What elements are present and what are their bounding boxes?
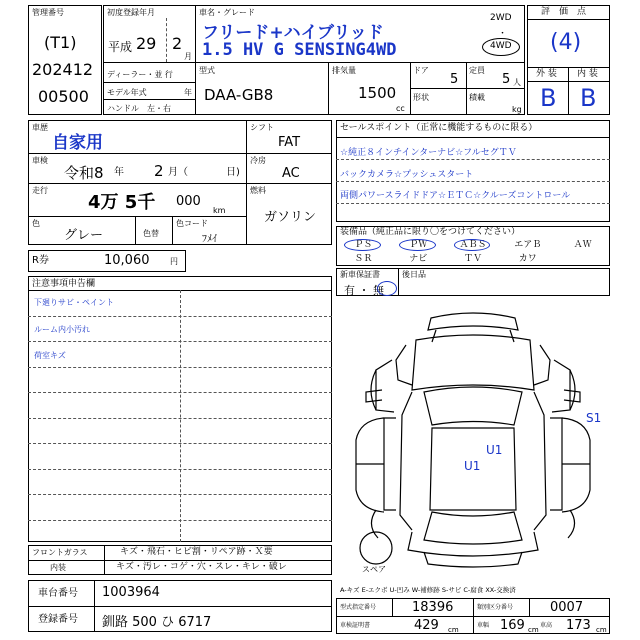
type-label: 型式 xyxy=(199,66,215,75)
type-designation-label: 型式指定番号 xyxy=(340,604,377,611)
notes-line xyxy=(28,469,332,470)
ac-value: AC xyxy=(282,166,300,181)
plate-value: 釧路 500 ひ 6717 xyxy=(102,615,212,630)
registration-era: 平成 xyxy=(108,40,133,54)
equipment-item: ＰＷ xyxy=(409,240,428,250)
note-2: ルーム内小汚れ xyxy=(34,325,90,334)
registration-label: 初度登録年月 xyxy=(107,8,155,17)
notes-line xyxy=(28,443,332,444)
capacity-value: 5 xyxy=(502,72,511,87)
note-1: 下廻りサビ・ペイント xyxy=(34,298,114,307)
class-number-label: 類別区分番号 xyxy=(477,604,514,611)
width-unit: cm xyxy=(528,626,539,634)
handle-label: ハンドル 左・右 xyxy=(107,104,171,113)
equipment-item xyxy=(555,252,610,266)
doors-label: ドア xyxy=(413,66,429,75)
warranty-label: 新車保証書 xyxy=(340,270,380,279)
length-value: 429 xyxy=(414,618,439,633)
load-unit: kg xyxy=(512,105,522,114)
registration-month: 2 xyxy=(172,34,183,53)
ac-label: 冷房 xyxy=(250,156,266,165)
notes-line xyxy=(28,316,332,317)
equipment-label: 装備品（純正品に限り〇をつけてください） xyxy=(340,227,521,237)
width-value: 169 xyxy=(500,618,525,633)
notes-line xyxy=(28,367,332,368)
recycle-label: R券 xyxy=(32,255,49,266)
sales-point-2: バックカメラ☆プッシュスタート xyxy=(340,170,474,180)
color-code-label: 色コード xyxy=(176,219,208,228)
chassis-value: 1003964 xyxy=(102,585,160,600)
model-year-unit: 年 xyxy=(184,88,192,97)
spare-tire-icon xyxy=(360,532,392,564)
mileage-tail: 000 xyxy=(176,194,201,209)
capacity-unit: 人 xyxy=(513,78,521,87)
equipment-item: エアＢ xyxy=(514,240,542,250)
mileage-label: 走行 xyxy=(32,186,48,195)
windshield-label: フロントガラス xyxy=(32,548,88,557)
warranty-value: 有 ・ 無 xyxy=(344,284,384,297)
evaluation-label: 評 価 点 xyxy=(541,7,587,17)
shape-label: 形状 xyxy=(413,93,429,102)
fuel-value: ガソリン xyxy=(264,210,317,225)
drive-dot: ・ xyxy=(498,29,508,39)
drive-4wd: 4WD xyxy=(490,41,512,51)
interior-condition-label: 内装 xyxy=(50,563,66,572)
management-number-2: 00500 xyxy=(38,87,89,106)
equipment-item: ＡＢＳ xyxy=(459,240,487,250)
recycle-value: 10,060 xyxy=(104,253,150,268)
damage-mark-2: U1 xyxy=(464,459,481,473)
equipment-item: ＡＷ xyxy=(573,240,592,250)
height-value: 173 xyxy=(566,618,591,633)
sales-point-1: ☆純正８インチインターナビ☆フルセグＴＶ xyxy=(340,148,517,158)
interior-label: 内 装 xyxy=(577,69,598,79)
warranty-circle xyxy=(377,281,397,296)
shift-value: FAT xyxy=(278,135,301,150)
sales-points-label: セールスポイント（正常に機能するものに限る） xyxy=(340,123,538,133)
color-label: 色 xyxy=(32,219,40,228)
capacity-label: 定員 xyxy=(469,66,485,75)
equipment-circle xyxy=(454,239,491,251)
length-label: 車検証明書 xyxy=(340,622,371,629)
exterior-grade: B xyxy=(540,84,557,112)
equipment-item: ＳＲ xyxy=(354,254,373,264)
equipment-item: ＰＳ xyxy=(354,240,373,250)
equipment-grid xyxy=(336,238,610,266)
height-unit: cm xyxy=(596,626,607,634)
color-change-label: 色替 xyxy=(143,229,159,238)
equipment-circle xyxy=(344,239,381,251)
car-name: フリード+ハイブリッド xyxy=(202,23,384,43)
shift-label: シフト xyxy=(250,123,274,132)
windshield-value: キズ・飛石・ヒビ割・リペア跡・Ｘ要 xyxy=(120,547,273,557)
car-name-label: 車名・グレード xyxy=(199,8,255,17)
displacement-value: 1500 xyxy=(358,84,397,102)
notes-line xyxy=(28,392,332,393)
dealer-label: ディーラー・並 行 xyxy=(107,70,173,79)
doors-value: 5 xyxy=(450,72,459,87)
usage-value: 自家用 xyxy=(52,133,103,153)
inspection-era: 令和8 xyxy=(64,164,104,182)
notes-line xyxy=(28,520,332,521)
class-number-value: 0007 xyxy=(550,600,584,615)
notes-label: 注意事項申告欄 xyxy=(32,279,96,289)
inspection-month: 2 xyxy=(154,162,164,180)
type-value: DAA-GB8 xyxy=(204,86,274,104)
equipment-item: ナビ xyxy=(409,254,428,264)
displacement-label: 排気量 xyxy=(332,66,356,75)
width-label: 車幅 xyxy=(477,622,490,629)
management-label: 管理番号 xyxy=(32,8,64,17)
car-damage-diagram xyxy=(336,300,610,580)
notes-line xyxy=(28,341,332,342)
plate-label: 登録番号 xyxy=(38,614,78,625)
fuel-label: 燃料 xyxy=(250,186,266,195)
equipment-item: カワ xyxy=(518,254,537,264)
evaluation-score: (4) xyxy=(550,30,582,55)
inspection-label: 車検 xyxy=(32,156,48,165)
registration-year: 29 xyxy=(136,34,157,53)
management-number-1: 202412 xyxy=(32,60,94,79)
equipment-item: ＴＶ xyxy=(463,254,482,264)
usage-label: 車歴 xyxy=(32,123,48,132)
color-code: ﾌﾒｲ xyxy=(202,234,217,245)
mileage-value: 4万 5千 xyxy=(88,192,156,213)
mileage-unit: km xyxy=(213,206,226,215)
chassis-label: 車台番号 xyxy=(38,588,78,599)
interior-condition-value: キズ・汚レ・コゲ・穴・スレ・キレ・破レ xyxy=(116,562,287,572)
color-value: グレー xyxy=(64,228,104,243)
inspection-month-unit: 月（ xyxy=(168,167,188,178)
damage-mark-1: U1 xyxy=(486,443,503,457)
car-grade: 1.5 HV G SENSING4WD xyxy=(202,40,397,60)
management-code: (T1) xyxy=(44,33,77,52)
recycle-unit: 円 xyxy=(170,257,178,266)
height-label: 車高 xyxy=(540,622,553,629)
note-3: 荷室キズ xyxy=(34,351,66,360)
damage-mark-3: S1 xyxy=(586,411,602,425)
registration-month-unit: 月 xyxy=(184,52,192,61)
inspection-day-unit: 日) xyxy=(226,167,240,178)
damage-legend: A-キズ E-エクボ U-凹み W-補修跡 S-サビ C-腐食 XX-交換済 xyxy=(340,586,516,594)
later-items-label: 後日品 xyxy=(402,270,426,279)
displacement-unit: cc xyxy=(396,104,405,113)
load-label: 積載 xyxy=(469,93,485,102)
spare-label: スペア xyxy=(362,565,386,574)
notes-line xyxy=(28,494,332,495)
length-unit: cm xyxy=(448,626,459,634)
interior-grade: B xyxy=(580,84,597,112)
sales-point-3: 両側パワースライドドア☆ＥＴＣ☆クルーズコントロール xyxy=(340,191,571,201)
inspection-year-unit: 年 xyxy=(114,167,124,178)
type-designation-value: 18396 xyxy=(412,600,454,615)
drive-2wd: 2WD xyxy=(490,13,512,23)
equipment-circle xyxy=(399,239,436,251)
notes-line xyxy=(28,418,332,419)
model-year-label: モデル年式 xyxy=(107,88,147,97)
exterior-label: 外 装 xyxy=(536,69,557,79)
